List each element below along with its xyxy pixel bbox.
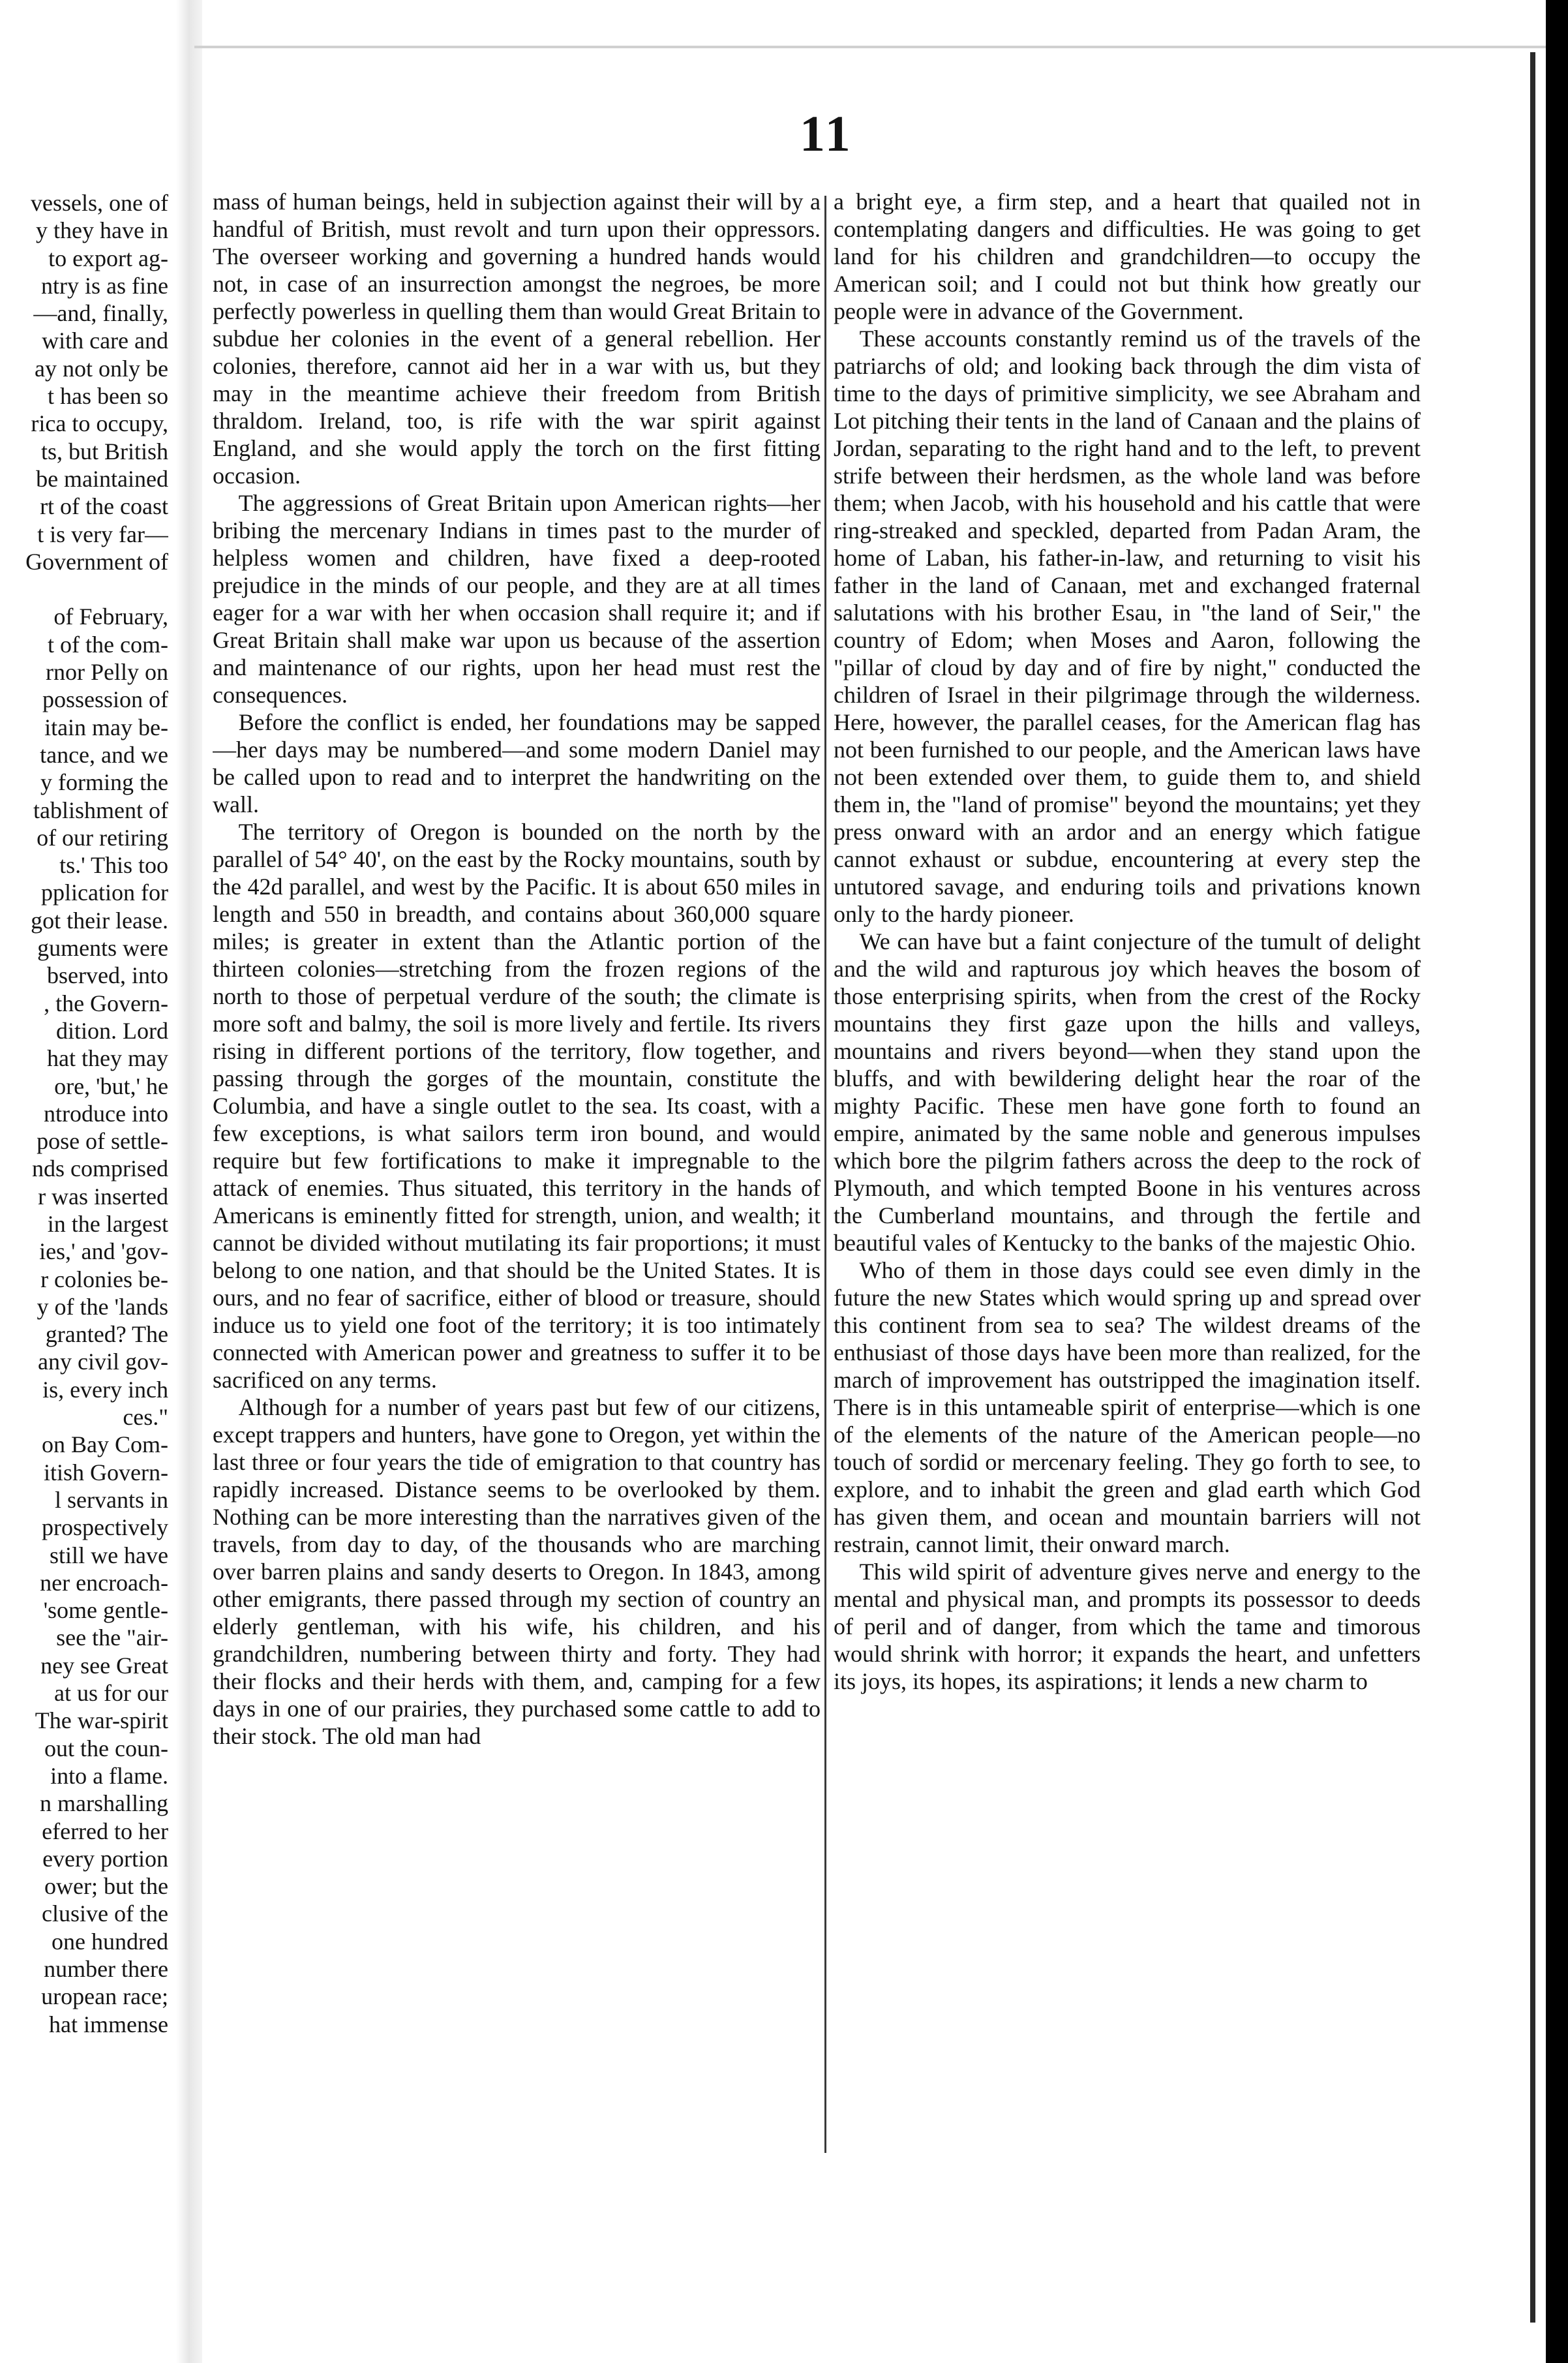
- page-fold: [176, 0, 202, 2363]
- left-fragment-line: see the "air-: [56, 1624, 168, 1651]
- left-fragment-line: ney see Great: [40, 1652, 168, 1679]
- left-fragment-line: on Bay Com-: [42, 1431, 168, 1458]
- paragraph: Who of them in those days could see even dimly in the future the new States which would spring up and spread over this continent from sea to sea? The wildest dreams of the enthusiast of those days have been more than realized, for the march of improvement has outstripped the imagination itself. There is in this untameable spirit of enterprise—which is one of the elements of the nature of the American people—no touch of sordid or mercenary feeling. They go forth to see, to explore, and to inhabit the green and glad earth which God has given them, and ocean and mountain barriers will not restrain, cannot limit, their onward march.: [834, 1257, 1421, 1557]
- left-fragment-line: dition. Lord: [56, 1017, 168, 1044]
- left-fragment-line: ies,' and 'gov-: [39, 1238, 168, 1265]
- left-fragment-line: uropean race;: [41, 1983, 168, 2010]
- middle-column: [213, 188, 821, 2145]
- paragraph: The aggressions of Great Britain upon American rights—her bribing the mercenary Indians in times past to the murder of helpless women and children, have fixed a deep-rooted prejudice in the minds of our people, and they are at all times eager for a war with her when occasion shall require it; and if Great Britain shall make war upon us because of the assertion and maintenance of our rights, upon her head must rest the consequences.: [213, 490, 821, 708]
- left-fragment-line: pose of settle-: [37, 1128, 168, 1155]
- left-fragment-line: t of the com-: [48, 631, 168, 658]
- left-fragment-line: y of the 'lands: [37, 1293, 168, 1320]
- left-fragment-line: tance, and we: [40, 741, 168, 768]
- left-fragment-line: rica to occupy,: [31, 410, 168, 437]
- column-divider: [824, 196, 826, 2153]
- left-fragment-line: 'some gentle-: [43, 1597, 168, 1624]
- left-fragment-line: ore, 'but,' he: [54, 1073, 168, 1099]
- left-fragment-line: is, every inch: [42, 1376, 168, 1403]
- left-fragment-line: ntroduce into: [44, 1100, 168, 1127]
- left-fragment-line: t has been so: [48, 383, 168, 410]
- left-fragment-line: Government of: [25, 548, 168, 575]
- left-fragment-line: r was inserted: [38, 1183, 168, 1210]
- left-fragment-line: vessels, one of: [31, 190, 168, 216]
- left-fragment-line: number there: [44, 1956, 168, 1982]
- left-column-fragments: [0, 189, 168, 2101]
- left-fragment-line: pplication for: [41, 879, 168, 906]
- left-fragment-line: every portion: [42, 1845, 168, 1872]
- paragraph: The territory of Oregon is bounded on the north by the parallel of 54° 40', on the east by the Rocky mountains, south by the 42d parallel, and west by the Pacific. It is about 650 miles in length and 550 in breadth, and contains about 360,000 square miles; is greater in extent than the Atlantic portion of the thirteen colonies—stretching from the frozen regions of the north to those of perpetual verdure of the south; the climate is more soft and balmy, the soil is more lively and fertile. Its rivers rising in different portions of the territory, flow together, and passing through the gorges of the mountain, constitute the Columbia, and have a single outlet to the sea. Its coast, with a few exceptions, is what sailors term iron bound, and would require but few fortifications to make it impregnable to the attack of enemies. Thus situated, this territory in the hands of Americans is eminently fitted for strength, union, and wealth; it cannot be divided without mutilating its fair proportions; it must belong to one nation, and that should be the United States. It is ours, and no fear of sacrifice, either of blood or treasure, should induce us to yield one foot of the territory; it is too intimately connected with American power and greatness to suffer it to be sacrificed on any terms.: [213, 819, 821, 1393]
- left-fragment-line: in the largest: [47, 1210, 168, 1237]
- left-fragment-line: hat they may: [47, 1045, 168, 1072]
- left-fragment-line: itain may be-: [44, 714, 168, 740]
- left-fragment-line: eferred to her: [42, 1818, 168, 1844]
- paragraph: mass of human beings, held in subjection against their will by a handful of British, must revolt and turn upon their oppressors. The overseer working and governing a hundred hands would not, in case of an insurrection amongst the negroes, be more perfectly powerless in quelling them than would Great Britain to subdue her colonies in the event of a general rebellion. Her colonies, therefore, cannot aid her in a war with us, but they may in the meantime achieve their freedom from British thraldom. Ireland, too, is rife with the war spirit against England, and she would apply the torch on the first fitting occasion.: [213, 189, 821, 489]
- left-fragment-line: itish Govern-: [44, 1459, 168, 1486]
- left-fragment-line: of our retiring: [37, 824, 168, 851]
- left-fragment-line: granted? The: [45, 1321, 168, 1348]
- left-fragment-line: rnor Pelly on: [46, 659, 168, 686]
- left-fragment-line: hat immense: [49, 2011, 168, 2037]
- left-fragment-line: y they have in: [36, 217, 168, 244]
- left-fragment-line: y forming the: [40, 769, 168, 796]
- left-fragment-line: ts, but British: [40, 438, 168, 465]
- left-fragment-line: of February,: [53, 603, 168, 630]
- top-edge-rule: [194, 46, 1546, 48]
- left-fragment-line: one hundred: [52, 1928, 168, 1955]
- left-fragment-line: bserved, into: [47, 962, 168, 989]
- left-fragment-line: ces.": [123, 1404, 168, 1431]
- paragraph: a bright eye, a firm step, and a heart that quailed not in contemplating dangers and difficulties. He was going to get land for his children and grandchildren—to occupy the American soil; and I could not but think how greatly our people were in advance of the Government.: [834, 189, 1421, 324]
- paragraph: Although for a number of years past but few of our citizens, except trappers and hunters, have gone to Oregon, yet within the last three or four years the tide of emigration to that country has rapidly increased. Distance seems to be overlooked by them. Nothing can be more interesting than the narratives given of the travels, from day to day, of the thousands who are marching over barren plains and sandy deserts to Oregon. In 1843, among other emigrants, there passed through my section of country an elderly gentleman, with his wife, his children, and his grandchildren, numbering between thirty and forty. They had their flocks and their herds with them, and, camping for a few days in one of our prairies, they purchased some cattle to add to their stock. The old man had: [213, 1394, 821, 1749]
- left-fragment-line: n marshalling: [40, 1790, 168, 1817]
- left-fragment-line: tablishment of: [33, 797, 168, 823]
- left-fragment-line: to export ag-: [48, 245, 168, 271]
- left-fragment-line: —and, finally,: [33, 300, 168, 327]
- left-fragment-line: l servants in: [55, 1486, 168, 1513]
- left-fragment-line: ts.' This too: [59, 852, 168, 879]
- paragraph: This wild spirit of adventure gives nerve and energy to the mental and physical man, and prompts its possessor to deeds of peril and of danger, from which the tame and timorous would shrink with horror; it expands the heart, and unfetters its joys, its hopes, its aspirations; it lends a new charm to: [834, 1559, 1421, 1694]
- paragraph: We can have but a faint conjecture of the tumult of delight and the wild and rapturous joy which heaves the bosom of those enterprising spirits, when from the crest of the Rocky mountains they first gaze upon the hills and valleys, mountains and rivers beyond—when they stand upon the bluffs, and with bewildering delight hear the roar of the mighty Pacific. These men have gone forth to found an empire, animated by the same noble and generous impulses which bore the pilgrim fathers across the deep to the rock of Plymouth, and which tempted Boone in his ventures across the Cumberland mountains, and through the fertile and beautiful vales of Kentucky to the banks of the majestic Ohio.: [834, 928, 1421, 1256]
- page-number: 11: [800, 105, 853, 162]
- paragraph: These accounts constantly remind us of the travels of the patriarchs of old; and looking back through the dim vista of time to the days of primitive simplicity, we see Abraham and Lot pitching their tents in the land of Canaan and the plains of Jordan, separating to the right hand and to the left, to prevent strife between their herdsmen, as the whole land was before them; when Jacob, with his household and his cattle that were ring-streaked and speckled, departed from Padan Aram, the home of Laban, his father-in-law, and returning to visit his father in the land of Canaan, met and exchanged fraternal salutations with his brother Esau, in "the land of Seir," the country of Edom; when Moses and Aaron, following the "pillar of cloud by day and of fire by night," conducted the children of Israel in their pilgrimage through the wilderness. Here, however, the parallel ceases, for the American flag has not been furnished to our people, and the American laws have not been extended over them, to guide them to, and shield them in, the "land of promise" beyond the mountains; yet they press onward with an ardor and an energy which fatigue cannot exhaust or subdue, encountering at every step the untutored savage, and enduring toils and privations known only to the hardy pioneer.: [834, 326, 1421, 927]
- left-fragment-line: into a flame.: [50, 1762, 168, 1789]
- left-fragment-line: , the Govern-: [44, 990, 168, 1016]
- left-fragment-line: with care and: [42, 328, 168, 354]
- left-fragment-line: out the coun-: [44, 1735, 168, 1761]
- right-column: [834, 188, 1421, 2236]
- left-fragment-line: clusive of the: [42, 1900, 168, 1927]
- left-fragment-line: t is very far—: [37, 521, 168, 547]
- left-fragment-line: prospectively: [42, 1514, 168, 1541]
- left-fragment-line: ntry is as fine: [41, 272, 168, 299]
- left-fragment-line: still we have: [50, 1542, 168, 1568]
- left-fragment-line: at us for our: [54, 1680, 168, 1707]
- left-fragment-line: any civil gov-: [38, 1349, 168, 1375]
- left-fragment-line: r colonies be-: [40, 1266, 168, 1292]
- left-fragment-line: nds comprised: [32, 1155, 168, 1182]
- page-right-edge: [1530, 52, 1535, 2323]
- paragraph: Before the conflict is ended, her foundations may be sapped—her days may be numbered—and some modern Daniel may be called upon to read and to interpret the handwriting on the wall.: [213, 709, 821, 817]
- left-fragment-line: ner encroach-: [40, 1569, 168, 1596]
- left-fragment-line: The war-spirit: [35, 1707, 168, 1734]
- left-fragment-line: guments were: [37, 935, 168, 962]
- left-fragment-line: ower; but the: [44, 1873, 168, 1900]
- left-fragment-line: be maintained: [36, 465, 168, 492]
- left-fragment-line: [0, 575, 168, 603]
- left-fragment-line: got their lease.: [31, 907, 168, 934]
- left-fragment-line: rt of the coast: [40, 493, 168, 520]
- left-fragment-line: ay not only be: [35, 355, 168, 382]
- left-fragment-line: possession of: [42, 686, 168, 713]
